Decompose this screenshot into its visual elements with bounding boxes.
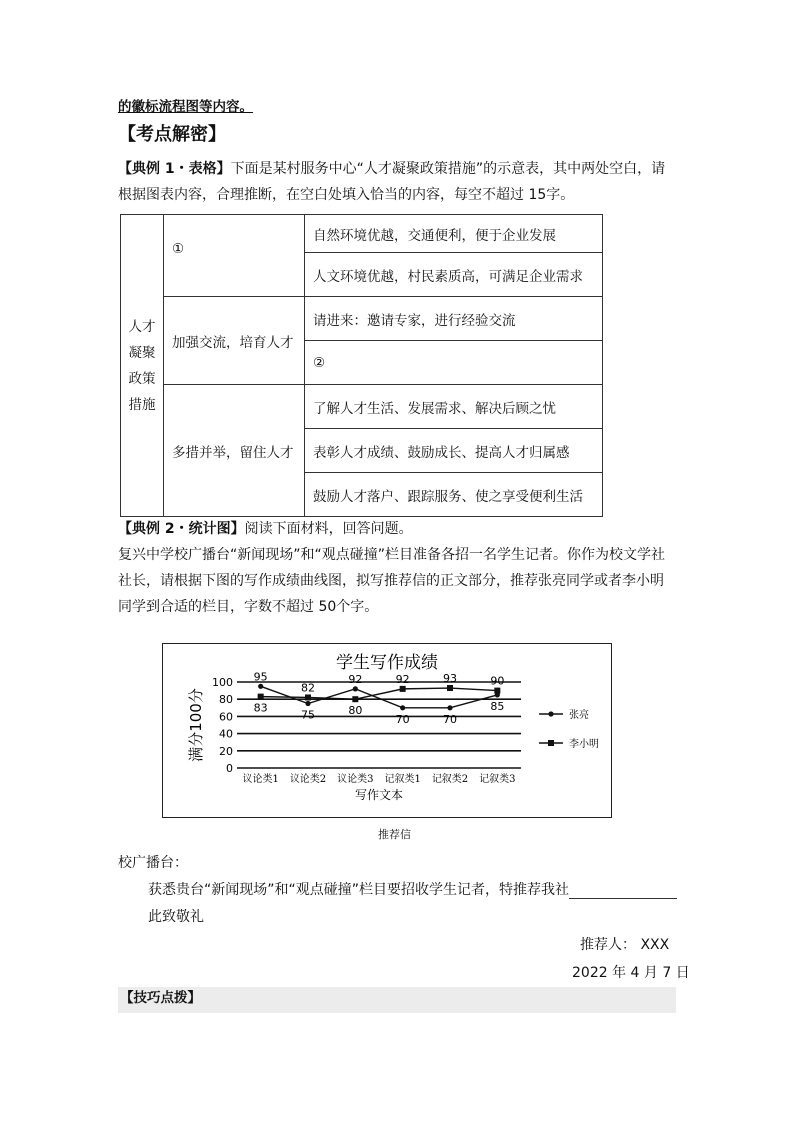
data-point xyxy=(447,685,453,691)
example2-line2: 社长，请根据下图的写作成绩曲线图，拟写推荐信的正文部分，推荐张亮同学或者李小明 xyxy=(118,573,664,589)
example2-paragraph xyxy=(118,516,678,620)
answer-blank[interactable] xyxy=(569,884,677,899)
data-label: 93 xyxy=(443,672,457,686)
data-label: 92 xyxy=(348,672,363,686)
data-point xyxy=(494,688,500,694)
group-label-2: 加强交流，培育人才 xyxy=(164,297,305,385)
table-cell: 表彰人才成绩、鼓励成长、提高人才归属感 xyxy=(305,429,603,473)
legend-marker xyxy=(548,740,554,746)
root-line: 措施 xyxy=(128,396,156,413)
data-point xyxy=(352,696,358,702)
legend-label: 李小明 xyxy=(569,739,599,750)
example2-tag: 【典例 2・统计图】 xyxy=(118,521,245,537)
data-point xyxy=(447,705,452,710)
root-line: 人才 xyxy=(128,318,156,335)
group-label-1: ① xyxy=(164,215,305,297)
data-label: 70 xyxy=(443,712,457,726)
table-cell: 自然环境优越，交通便利，便于企业发展 xyxy=(305,215,603,253)
example1-paragraph xyxy=(118,156,678,208)
x-tick-label: 记叙类1 xyxy=(384,774,421,785)
table-cell: 鼓励人才落户、跟踪服务、使之享受便利生活 xyxy=(305,473,603,517)
legend-marker xyxy=(548,711,553,716)
data-label: 92 xyxy=(395,672,410,686)
series-line xyxy=(261,688,498,699)
example1-tag: 【典例 1・表格】 xyxy=(118,161,231,177)
data-point xyxy=(258,694,264,700)
letter-salutation: 校广播台： xyxy=(118,855,188,871)
example2-line1: 复兴中学校广播台“新闻现场”和“观点碰撞”栏目准备各招一名学生记者。你作为校文学社 xyxy=(118,547,666,563)
y-tick-label: 0 xyxy=(226,762,233,775)
x-tick-label: 记叙类2 xyxy=(431,774,469,785)
y-tick-label: 40 xyxy=(219,727,233,741)
x-tick-label: 议论类1 xyxy=(242,774,279,785)
example1-text-line2: 根据图表内容，合理推断，在空白处填入恰当的内容，每空不超过 15字。 xyxy=(118,187,575,203)
y-tick-label: 60 xyxy=(219,710,233,724)
example1-text-line1: 下面是某村服务中心“人才凝聚政策措施”的示意表，其中两处空白，请 xyxy=(230,161,666,177)
table-cell: 了解人才生活、发展需求、解决后顾之忧 xyxy=(305,385,603,429)
letter-caption: 推荐信 xyxy=(378,828,411,841)
data-label: 82 xyxy=(301,681,315,695)
x-tick-label: 记叙类3 xyxy=(479,774,516,785)
table-cell: 人文环境优越，村民素质高，可满足企业需求 xyxy=(305,253,603,297)
data-point xyxy=(258,684,263,689)
group-label-3: 多措并举，留住人才 xyxy=(164,385,305,517)
y-tick-label: 100 xyxy=(212,676,233,689)
tips-bar xyxy=(118,987,676,1013)
score-chart xyxy=(162,643,612,818)
x-axis-label: 写作文本 xyxy=(354,788,404,802)
x-tick-label: 议论类2 xyxy=(289,774,327,785)
policy-table xyxy=(120,214,603,517)
root-line: 政策 xyxy=(128,370,156,387)
letter-body-text: 获悉贵台“新闻现场”和“观点碰撞”栏目要招收学生记者，特推荐我社 xyxy=(148,882,570,898)
tips-title: 【技巧点拨】 xyxy=(120,990,201,1006)
data-point xyxy=(400,705,405,710)
intro-line: 的徽标流程图等内容。 xyxy=(118,99,253,115)
data-label: 85 xyxy=(490,699,505,713)
data-label: 90 xyxy=(490,674,505,688)
data-label: 80 xyxy=(348,704,363,718)
data-point xyxy=(353,686,358,691)
table-cell: 请进来：邀请专家，进行经验交流 xyxy=(305,297,603,341)
letter-closing: 此致敬礼 xyxy=(148,909,204,925)
table-root-cell xyxy=(121,215,164,517)
x-tick-label: 议论类3 xyxy=(337,774,374,785)
data-point xyxy=(305,694,311,700)
data-point xyxy=(400,686,406,692)
letter-date: 2022 年 4 月 7 日 xyxy=(572,965,690,981)
legend-label: 张亮 xyxy=(569,710,589,721)
section-title: 【考点解密】 xyxy=(118,124,226,145)
y-tick-label: 20 xyxy=(219,744,233,758)
root-line: 凝聚 xyxy=(128,344,156,361)
data-label: 83 xyxy=(253,701,268,715)
example2-line3: 同学到合适的栏目，字数不超过 50个字。 xyxy=(118,599,379,615)
data-label: 95 xyxy=(253,670,268,684)
y-tick-label: 80 xyxy=(219,693,233,707)
data-label: 75 xyxy=(301,708,315,722)
data-point xyxy=(305,701,310,706)
y-axis-label: 满分100分 xyxy=(187,688,205,762)
chart-svg xyxy=(163,644,611,817)
letter-body xyxy=(148,879,677,899)
data-label: 70 xyxy=(395,712,410,726)
letter-signer: 推荐人： XXX xyxy=(580,937,670,953)
example2-lead: 阅读下面材料，回答问题。 xyxy=(244,521,413,537)
chart-title: 学生写作成绩 xyxy=(336,653,438,673)
table-cell: ② xyxy=(305,341,603,385)
